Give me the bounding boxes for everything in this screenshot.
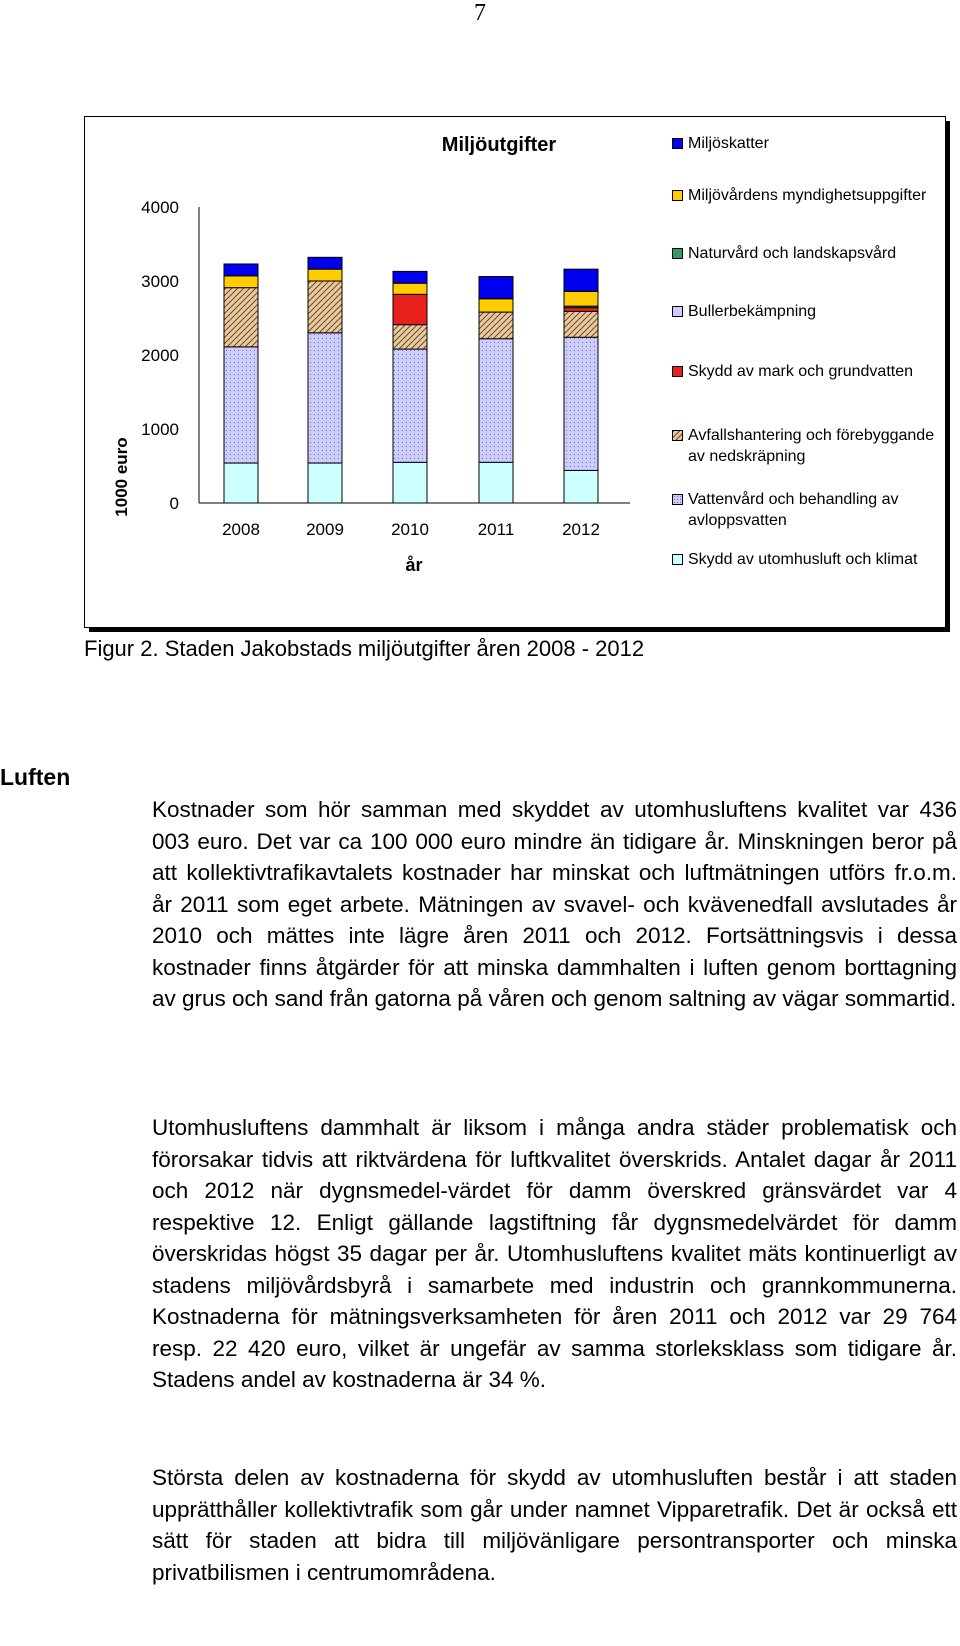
paragraph: Största delen av kostnaderna för skydd av utomhusluften består i att staden upprätthåller kollektivtrafik som går under namnet Vipparetrafik. Det är också ett sätt för staden att bidra till miljövänligare persontransporter och minska privatbilismen i centrumområdena. [152,1465,957,1585]
bar-segment [393,271,427,283]
legend-swatch [672,248,683,259]
bar-segment [308,333,342,463]
legend-swatch [672,190,683,201]
section-heading: Luften [0,764,71,790]
bar-segment [224,264,258,276]
chart-title: Miljöutgifter [441,134,557,156]
paragraph: Utomhusluftens dammhalt är liksom i många andra städer problematisk och förorsakar tidvis att riktvärdena för luftkvalitet överskrids. Antalet dagar år 2011 och 2012 när dygnsmedel-värdet för damm överskred gränsvärdet var 4 respektive 12. Enligt gällande lagstiftning får dygnsmedelvärdet för damm överskridas högst 35 dagar per år. Utomhusluftens kvalitet mäts kontinuerligt av stadens miljövårdsbyrå i samarbete med industrin och grannkommunerna. Kostnaderna för mätningsverksamheten för åren 2011 och 2012 var 29 764 resp. 22 420 euro, vilket är ungefär av samma storleksklass som tidigare år. Stadens andel av kostnaderna är 34 %. [152,1115,957,1392]
x-tick-label: 2008 [222,520,260,539]
bar-segment [479,462,513,503]
bar-segment [564,308,598,312]
legend-swatch [672,306,683,317]
bar-segment [393,325,427,349]
bar-segment [393,462,427,503]
page-number: 7 [474,0,486,26]
stacked-bar-chart [85,117,645,627]
legend-swatch [672,366,683,377]
bar-segment [393,349,427,462]
legend-label: Skydd av mark och grundvatten [688,363,914,380]
legend-swatch [672,138,683,149]
bar-segment [224,463,258,503]
legend-label: Miljöskatter [688,135,769,152]
bar-segment [308,281,342,333]
y-tick-label: 0 [169,494,179,513]
x-tick-label: 2012 [562,520,600,539]
x-tick-label: 2010 [391,520,429,539]
bar-segment [564,269,598,291]
x-axis-label: år [405,555,423,575]
legend-swatch [672,494,683,505]
legend-swatch [672,554,683,565]
bar-segment [564,470,598,503]
bar-segment [479,312,513,339]
bar-segment [224,288,258,347]
paragraph: Kostnader som hör samman med skyddet av utomhusluftens kvalitet var 436 003 euro. Det var ca 100 000 euro mindre än tidigare år. Minskningen beror på att kollektivtrafikavtalets kostnader har minskat och luftmätningen utförs fr.o.m. år 2011 som eget arbete. Mätningen av svavel- och kvävenedfall avslutades år 2010 och mättes inte lägre åren 2011 och 2012. Fortsättningsvis i dessa kostnader finns åtgärder för att minska dammhalten i luften genom borttagning av grus och sand från gatorna på våren och genom saltning av vägar sommartid. [152,797,957,1011]
bar-segment [308,269,342,281]
bar-segment [393,283,427,294]
legend-label: Naturvård och landskapsvård [688,245,897,262]
bar-segment [479,277,513,299]
bar-segment [564,337,598,470]
legend-swatch [672,430,683,441]
legend-label: Skydd av utomhusluft och klimat [688,551,918,568]
x-tick-label: 2011 [477,520,515,539]
bar-segment [308,463,342,503]
bar-segment [308,257,342,269]
y-axis-label: 1000 euro [112,437,131,517]
legend-label: Bullerbekämpning [688,303,817,320]
bar-segment [479,339,513,463]
bar-segment [393,294,427,324]
x-tick-label: 2009 [306,520,344,539]
bar-segment [564,291,598,306]
bar-segment [224,347,258,463]
bar-segment [479,299,513,312]
y-tick-label: 3000 [141,272,179,291]
figure-caption: Figur 2. Staden Jakobstads miljöutgifter åren 2008 - 2012 [84,636,645,661]
bar-segment [224,276,258,288]
legend-label: Vattenvård och behandling av avloppsvatten [688,491,899,529]
y-tick-label: 4000 [141,198,179,217]
legend-label: Miljövårdens myndighetsuppgifter [688,187,927,204]
legend-label: Avfallshantering och förebyggande av nedskräpning [688,427,935,465]
bar-segment [564,311,598,337]
y-tick-label: 2000 [141,346,179,365]
y-tick-label: 1000 [141,420,179,439]
